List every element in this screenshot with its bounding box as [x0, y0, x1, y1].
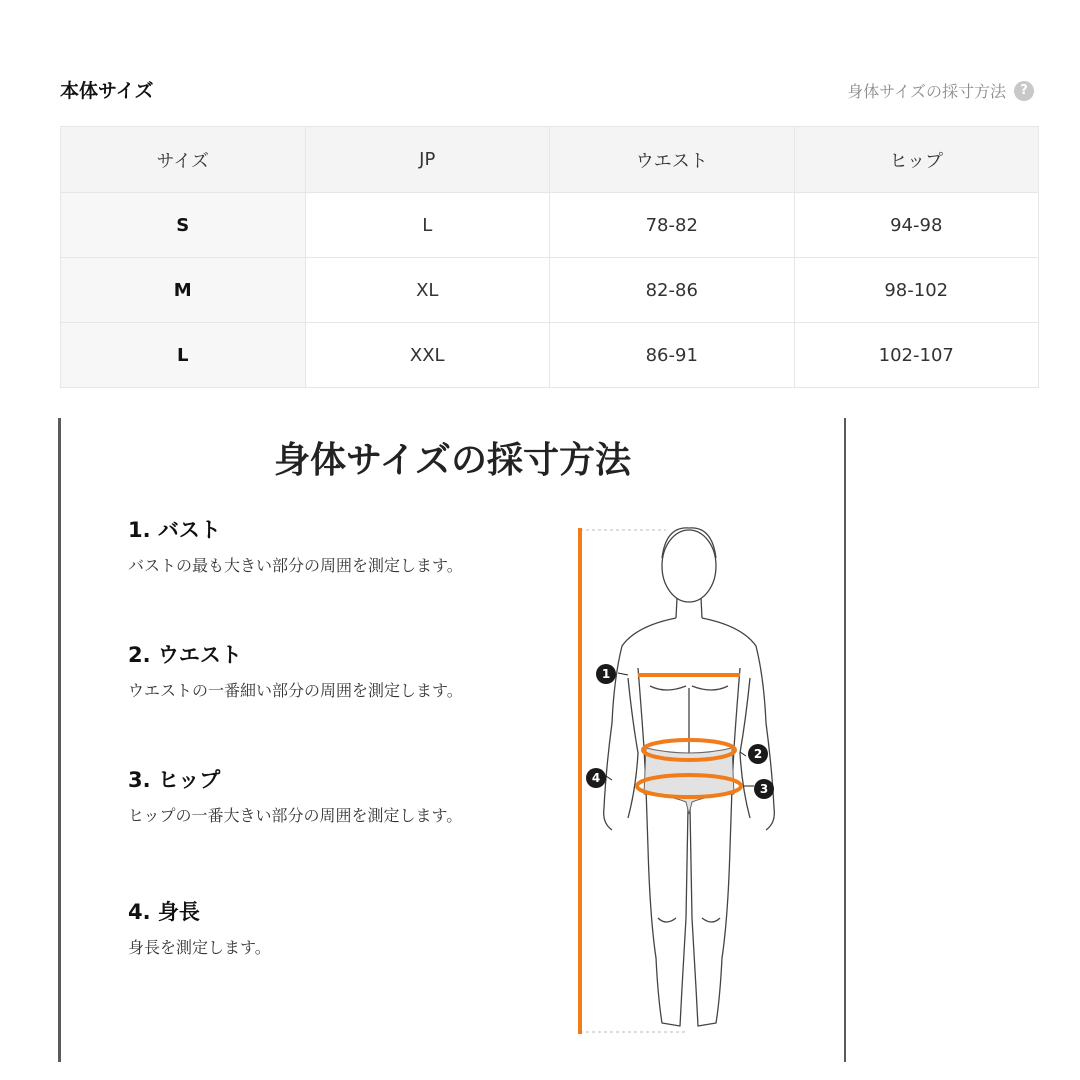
measurement-guide-link-label: 身体サイズの採寸方法 [847, 82, 1006, 101]
table-row [61, 323, 1039, 388]
column-header-waist: ウエスト [550, 127, 795, 193]
table-header-row [61, 127, 1039, 193]
size-table [60, 126, 1039, 388]
column-header-jp: JP [305, 127, 550, 193]
table-row [61, 193, 1039, 258]
waist-cell: 82-86 [550, 258, 795, 323]
step-height [128, 896, 508, 960]
waist-cell: 78-82 [550, 193, 795, 258]
hip-cell: 98-102 [794, 258, 1039, 323]
step-title: 4. 身長 [128, 900, 200, 924]
size-cell: L [61, 323, 306, 388]
human-body-figure-icon [566, 518, 796, 1038]
jp-cell: XL [305, 258, 550, 323]
size-cell: M [61, 258, 306, 323]
column-header-size: サイズ [61, 127, 306, 193]
help-icon[interactable]: ? [1014, 81, 1034, 101]
table-row [61, 258, 1039, 323]
badge-hip: 3 [754, 779, 774, 799]
step-description: バストの最も大きい部分の周囲を測定します。 [128, 556, 463, 575]
column-header-hip: ヒップ [794, 127, 1039, 193]
step-hip [128, 764, 508, 828]
step-waist [128, 639, 508, 703]
badge-height: 4 [586, 768, 606, 788]
jp-cell: L [305, 193, 550, 258]
hip-cell: 94-98 [794, 193, 1039, 258]
step-description: ウエストの一番細い部分の周囲を測定します。 [128, 681, 463, 700]
step-description: ヒップの一番大きい部分の周囲を測定します。 [128, 806, 463, 825]
step-description: 身長を測定します。 [128, 938, 271, 957]
size-cell: S [61, 193, 306, 258]
section-title: 本体サイズ [60, 80, 154, 102]
step-title: 2. ウエスト [128, 643, 242, 667]
step-bust [128, 514, 508, 578]
measurement-guide-panel [58, 418, 846, 1062]
badge-waist: 2 [748, 744, 768, 764]
jp-cell: XXL [305, 323, 550, 388]
waist-cell: 86-91 [550, 323, 795, 388]
step-title: 1. バスト [128, 518, 221, 542]
measurement-guide-link[interactable] [847, 79, 1034, 102]
guide-title: 身体サイズの採寸方法 [273, 440, 632, 481]
hip-cell: 102-107 [794, 323, 1039, 388]
step-title: 3. ヒップ [128, 768, 221, 792]
badge-bust: 1 [596, 664, 616, 684]
